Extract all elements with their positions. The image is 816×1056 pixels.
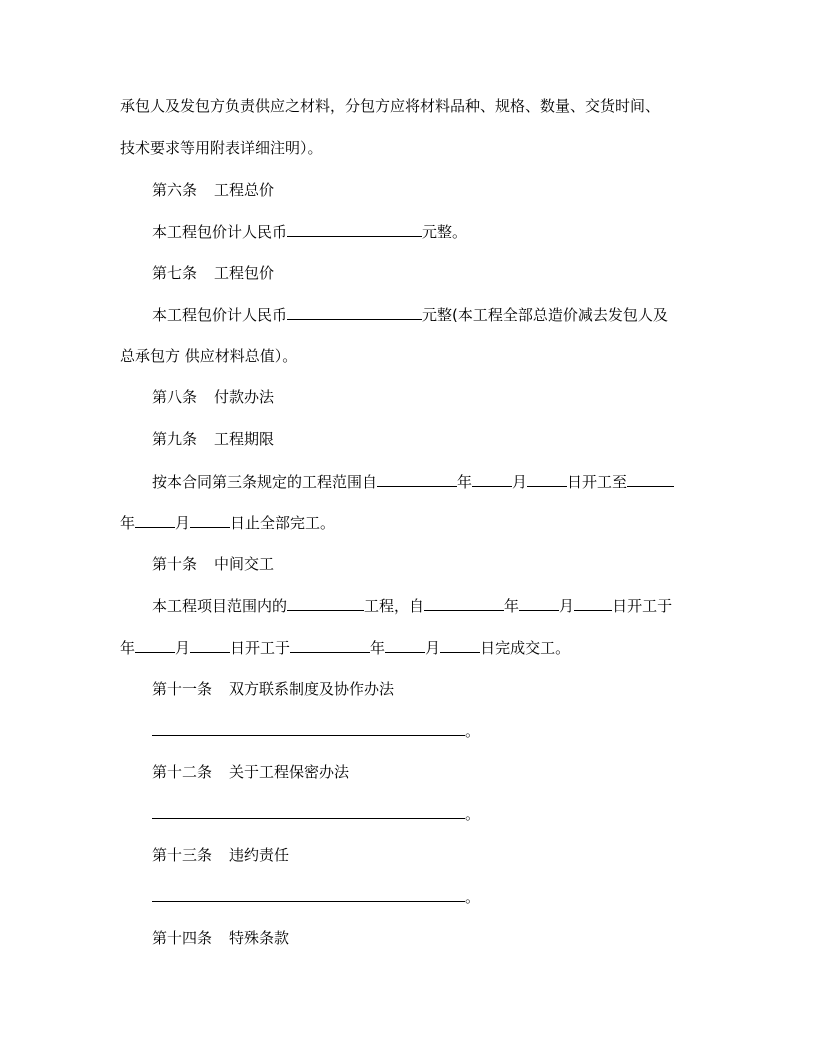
paragraph-text: 按本合同第三条规定的工程范围自 xyxy=(152,473,378,491)
article-number: 第六条 xyxy=(152,181,198,199)
paragraph-package-price xyxy=(152,302,700,326)
article-12-blank-line xyxy=(152,801,700,825)
paragraph-text: 工程，自 xyxy=(364,597,425,615)
article-10-heading xyxy=(152,552,700,576)
article-title: 违约责任 xyxy=(229,846,290,864)
paragraph-text: 承包人及发包方负责供应之材料，分包方应将材料品种、规格、数量、交货时间、 xyxy=(120,97,661,115)
paragraph-text: 日止全部完工。 xyxy=(230,514,336,532)
paragraph-text: 本工程包价计人民币 xyxy=(152,306,288,324)
fill-in-blank xyxy=(574,593,612,611)
fill-in-blank xyxy=(424,593,504,611)
article-number: 第十条 xyxy=(152,555,198,573)
article-9-heading xyxy=(152,427,700,451)
article-12-heading xyxy=(152,760,700,784)
paragraph-materials xyxy=(120,94,700,118)
fill-in-blank xyxy=(627,469,674,487)
fill-in-blank xyxy=(190,510,230,528)
article-11-heading xyxy=(152,677,700,701)
month-label: 月 xyxy=(425,639,441,657)
article-13-blank-line xyxy=(152,884,700,908)
paragraph-text: 元整。 xyxy=(422,223,468,241)
fill-in-blank xyxy=(135,510,175,528)
year-label: 年 xyxy=(504,597,520,615)
year-label: 年 xyxy=(370,639,386,657)
article-number: 第十二条 xyxy=(152,763,213,781)
paragraph-materials-cont xyxy=(120,136,700,160)
paragraph-interim-handover-cont xyxy=(120,635,700,659)
year-label: 年 xyxy=(120,514,136,532)
period: 。 xyxy=(465,888,481,906)
fill-in-blank xyxy=(287,593,364,611)
article-title: 双方联系制度及协作办法 xyxy=(229,680,395,698)
month-label: 月 xyxy=(512,473,528,491)
fill-in-blank xyxy=(472,469,512,487)
article-number: 第九条 xyxy=(152,430,198,448)
fill-in-blank xyxy=(385,635,425,653)
month-label: 月 xyxy=(559,597,575,615)
paragraph-term xyxy=(152,469,700,493)
paragraph-term-cont xyxy=(120,510,700,534)
article-title: 工程包价 xyxy=(214,264,275,282)
year-label: 年 xyxy=(120,639,136,657)
article-title: 中间交工 xyxy=(214,555,275,573)
article-14-heading xyxy=(152,926,700,950)
article-6-heading xyxy=(152,178,700,202)
month-label: 月 xyxy=(175,514,191,532)
paragraph-text: 本工程项目范围内的 xyxy=(152,597,288,615)
paragraph-text: 本工程包价计人民币 xyxy=(152,223,288,241)
year-label: 年 xyxy=(457,473,473,491)
paragraph-text: 日完成交工。 xyxy=(480,639,571,657)
fill-in-blank xyxy=(135,635,175,653)
article-title: 付款办法 xyxy=(214,388,275,406)
fill-in-blank xyxy=(519,593,559,611)
fill-in-blank xyxy=(377,469,457,487)
fill-in-blank xyxy=(152,884,465,902)
article-number: 第十一条 xyxy=(152,680,213,698)
month-label: 月 xyxy=(175,639,191,657)
period: 。 xyxy=(465,722,481,740)
fill-in-blank xyxy=(290,635,370,653)
article-title: 工程期限 xyxy=(214,430,275,448)
fill-in-blank xyxy=(287,302,422,320)
fill-in-blank xyxy=(152,718,465,736)
fill-in-blank xyxy=(190,635,230,653)
article-number: 第八条 xyxy=(152,388,198,406)
article-title: 工程总价 xyxy=(214,181,275,199)
paragraph-total-price xyxy=(152,219,700,243)
article-title: 关于工程保密办法 xyxy=(229,763,350,781)
period: 。 xyxy=(465,805,481,823)
paragraph-text: 日开工至 xyxy=(567,473,628,491)
paragraph-text: 日开工于 xyxy=(612,597,673,615)
paragraph-text: 元整(本工程全部总造价减去发包人及 xyxy=(422,306,668,324)
paragraph-text: 总承包方 供应材料总值）。 xyxy=(120,347,298,365)
fill-in-blank xyxy=(440,635,480,653)
article-8-heading xyxy=(152,385,700,409)
paragraph-interim-handover xyxy=(152,593,700,617)
paragraph-text: 日开工于 xyxy=(230,639,291,657)
paragraph-package-price-cont xyxy=(120,344,700,368)
article-number: 第十三条 xyxy=(152,846,213,864)
paragraph-text: 技术要求等用附表详细注明）。 xyxy=(120,139,323,157)
article-11-blank-line xyxy=(152,718,700,742)
article-13-heading xyxy=(152,843,700,867)
fill-in-blank xyxy=(287,219,422,237)
fill-in-blank xyxy=(527,469,567,487)
article-number: 第七条 xyxy=(152,264,198,282)
article-7-heading xyxy=(152,261,700,285)
fill-in-blank xyxy=(152,801,465,819)
article-number: 第十四条 xyxy=(152,929,213,947)
article-title: 特殊条款 xyxy=(229,929,290,947)
